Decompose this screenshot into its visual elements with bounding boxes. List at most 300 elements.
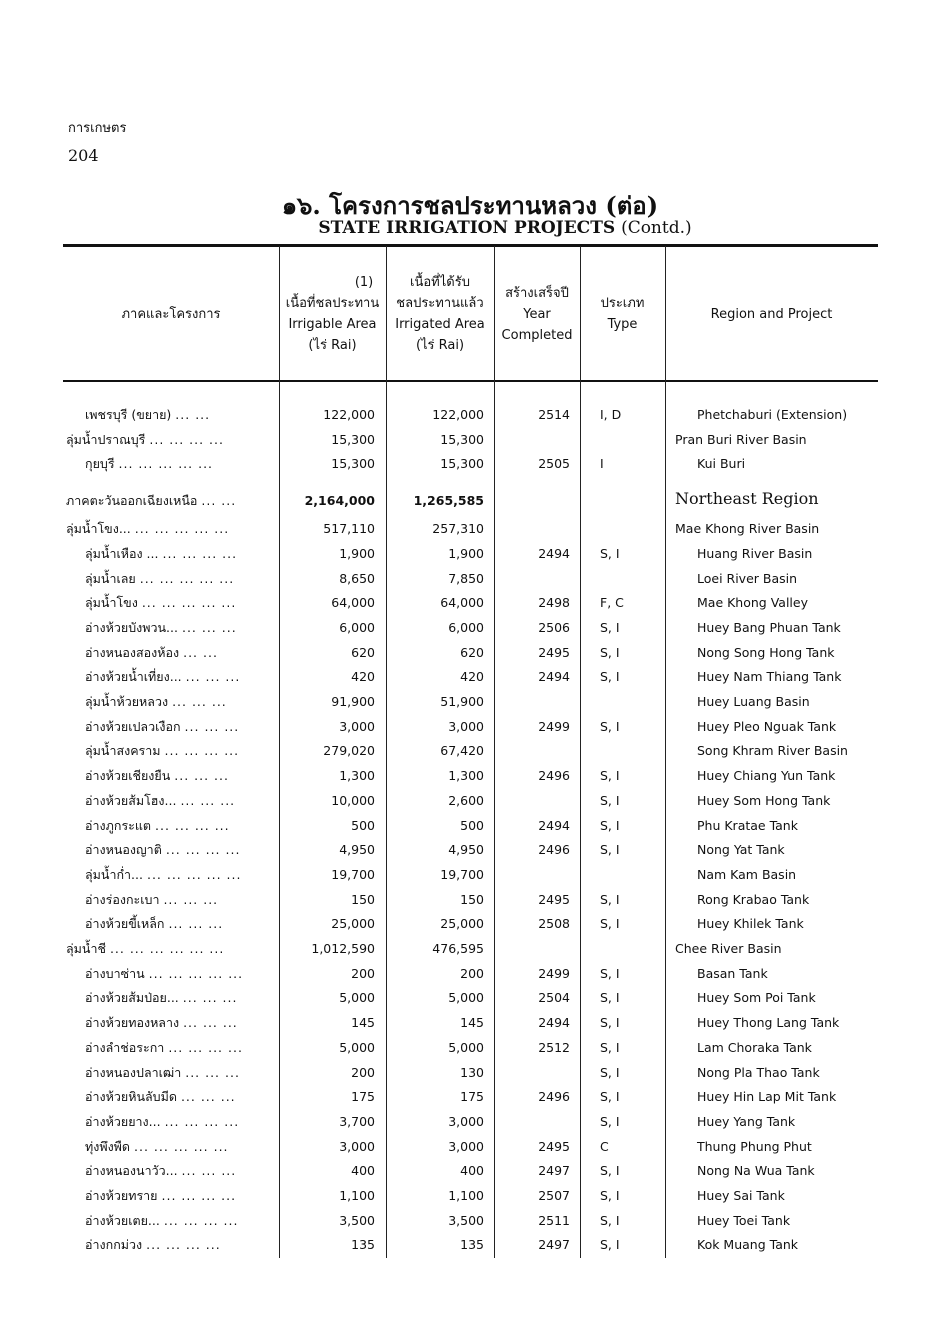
cell-type: S, I: [600, 1188, 620, 1203]
cell-irrigated-area: 64,000: [440, 595, 484, 611]
cell-irrigated-area: 1,100: [448, 1188, 484, 1203]
row-name-thai-text: ลุ่มน้ำก่ำ...: [85, 866, 143, 882]
cell-type: I: [600, 456, 604, 472]
column-header-label: ภาคและโครงการ: [121, 306, 221, 322]
leader-dots: ... ... ... ...: [155, 817, 230, 833]
cell-irrigable-area: 91,900: [331, 694, 375, 709]
cell-year-completed: 2514: [538, 407, 570, 422]
cell-irrigated-area: 4,950: [448, 842, 484, 858]
leader-dots: ... ... ...: [168, 916, 224, 932]
table-row: [0, 964, 940, 988]
leader-dots: ... ... ... ...: [165, 842, 241, 858]
cell-irrigable-area: 3,000: [339, 1138, 375, 1154]
cell-year-completed: 2495: [538, 644, 570, 660]
table-row: [0, 890, 940, 914]
cell-irrigable-area: 175: [351, 1089, 375, 1105]
table-row: [0, 1235, 940, 1259]
row-name-thai: [85, 454, 213, 474]
column-header-irrigable: [279, 250, 386, 378]
row-name-thai: [85, 667, 240, 687]
cell-irrigated-area: 3,000: [448, 718, 484, 734]
leader-dots: ... ... ... ... ...: [118, 456, 214, 472]
row-name-thai-text: ลุ่มน้ำปราณบุรี: [66, 431, 146, 447]
row-name-thai: [85, 569, 234, 589]
row-name-thai: [66, 430, 224, 450]
row-name-thai-text: อ่างห้วยขี้เหล็ก: [85, 916, 165, 932]
cell-irrigated-area: 620: [460, 644, 484, 660]
cell-year-completed: 2496: [538, 1089, 570, 1105]
row-name-thai-text: อ่างภูกระแต: [85, 817, 152, 833]
row-name-thai: [85, 766, 229, 786]
column-header-type: [580, 250, 665, 378]
cell-irrigable-area: 4,950: [339, 842, 375, 858]
row-name-thai-text: อ่างห้วยบังพวน...: [85, 619, 178, 635]
table-row: [0, 717, 940, 741]
row-name-thai: [85, 618, 237, 638]
row-name-thai-text: ลุ่มน้ำโขง: [85, 595, 138, 611]
leader-dots: ... ...: [183, 644, 218, 660]
cell-irrigable-area: 10,000: [331, 792, 375, 808]
leader-dots: ... ... ... ... ...: [139, 570, 235, 586]
cell-irrigated-area: 150: [460, 891, 484, 907]
cell-irrigated-area: 135: [460, 1237, 484, 1253]
cell-year-completed: 2506: [538, 619, 570, 635]
cell-type: S, I: [600, 669, 620, 685]
cell-region-english: Chee River Basin: [675, 941, 782, 956]
row-name-thai: [85, 1087, 236, 1107]
cell-region-english: Huey Khilek Tank: [697, 916, 804, 932]
cell-irrigable-area: 1,100: [339, 1188, 375, 1203]
column-header-label: Irrigated Area: [395, 317, 485, 332]
cell-irrigable-area: 1,300: [339, 768, 375, 784]
table-row: [0, 569, 940, 593]
cell-type: S, I: [600, 1113, 620, 1129]
cell-region-english: Nong Na Wua Tank: [697, 1163, 815, 1179]
cell-irrigated-area: 420: [460, 669, 484, 685]
cell-region-english: Huey Bang Phuan Tank: [697, 619, 841, 635]
cell-region-english: Thung Phung Phut: [697, 1138, 812, 1154]
leader-dots: ... ... ... ...: [164, 743, 240, 759]
row-name-thai-text: อ่างลำช่อระกา: [85, 1039, 165, 1055]
cell-irrigable-area: 5,000: [339, 990, 375, 1006]
column-header-label: ชลประทานแล้ว: [396, 296, 484, 311]
leader-dots: ... ... ... ... ...: [141, 595, 237, 611]
row-name-thai-text: อ่างห้วยเชียงยืน: [85, 768, 171, 784]
cell-irrigable-area: 8,650: [339, 570, 375, 586]
row-name-thai-text: อ่างกกม่วง: [85, 1237, 143, 1253]
table-title-english: [0, 218, 940, 238]
cell-region-english: Mae Khong Valley: [697, 595, 808, 611]
table-row: [0, 491, 940, 515]
leader-dots: ... ... ... ...: [164, 1113, 240, 1129]
cell-year-completed: 2494: [538, 1015, 570, 1031]
column-header-label: Type: [607, 317, 638, 332]
row-name-thai: [85, 1235, 221, 1255]
row-name-thai: [85, 741, 239, 761]
cell-irrigable-area: 19,700: [331, 866, 375, 882]
cell-irrigated-area: 400: [460, 1163, 484, 1179]
column-header-label: Completed: [501, 327, 573, 343]
cell-type: S, I: [600, 644, 620, 660]
table-row: [0, 840, 940, 864]
cell-year-completed: 2504: [538, 990, 570, 1006]
cell-region-english: Nong Yat Tank: [697, 842, 785, 858]
cell-irrigable-area: 3,700: [339, 1113, 375, 1129]
table-row: [0, 1063, 940, 1087]
cell-irrigable-area: 150: [351, 891, 375, 907]
cell-year-completed: 2497: [538, 1237, 570, 1253]
cell-year-completed: 2505: [538, 456, 570, 472]
cell-region-english: Huey Yang Tank: [697, 1113, 796, 1129]
cell-year-completed: 2495: [538, 891, 570, 907]
leader-dots: ... ... ... ...: [163, 1212, 239, 1228]
cell-type: S, I: [600, 965, 620, 981]
cell-irrigated-area: 145: [460, 1015, 484, 1031]
cell-irrigated-area: 1,300: [448, 768, 484, 784]
row-name-thai-text: ภาคตะวันออกเฉียงเหนือ: [66, 493, 198, 509]
page-header: การเกษตร: [68, 121, 127, 136]
cell-type: S, I: [600, 718, 620, 734]
cell-irrigable-area: 15,300: [331, 456, 375, 472]
cell-irrigated-area: 3,000: [448, 1113, 484, 1129]
table-row: [0, 914, 940, 938]
cell-year-completed: 2494: [538, 817, 570, 833]
row-name-thai: [85, 988, 237, 1008]
column-header-unit: (ไร่ Rai): [415, 338, 465, 353]
leader-dots: ... ... ... ...: [149, 431, 224, 447]
leader-dots: ... ... ...: [172, 694, 227, 709]
leader-dots: ... ... ...: [185, 669, 241, 685]
cell-irrigable-area: 6,000: [339, 619, 375, 635]
row-name-thai-text: ลุ่มน้ำเหือง ...: [85, 545, 159, 561]
cell-year-completed: 2494: [538, 669, 570, 685]
row-name-thai-text: อ่างห้วยหินลับมีด: [85, 1089, 177, 1105]
table-row: [0, 643, 940, 667]
column-header-year: [494, 250, 580, 378]
cell-region-english: Huey Toei Tank: [697, 1212, 791, 1228]
cell-irrigable-area: 64,000: [331, 595, 375, 611]
cell-type: S, I: [600, 1039, 620, 1055]
cell-type: F, C: [600, 595, 624, 611]
row-name-thai-text: ลุ่มน้ำห้วยหลวง: [85, 694, 169, 709]
cell-type: S, I: [600, 619, 620, 635]
row-name-thai-text: เพชรบุรี (ขยาย): [85, 407, 172, 422]
cell-year-completed: 2497: [538, 1163, 570, 1179]
cell-irrigated-area: 257,310: [432, 521, 484, 537]
row-name-thai: [85, 593, 236, 613]
cell-irrigable-area: 517,110: [323, 521, 375, 537]
cell-region-english: Rong Krabao Tank: [697, 891, 810, 907]
cell-irrigated-area: 476,595: [432, 941, 484, 956]
cell-irrigated-area: 500: [460, 817, 484, 833]
cell-type: S, I: [600, 1212, 620, 1228]
column-header-label: สร้างเสร็จปี: [505, 285, 569, 301]
cell-irrigable-area: 5,000: [339, 1039, 375, 1055]
cell-type: S, I: [600, 792, 620, 808]
leader-dots: ... ... ...: [185, 1064, 240, 1080]
leader-dots: ... ... ...: [174, 768, 229, 784]
leader-dots: ... ... ... ...: [162, 545, 238, 561]
cell-year-completed: 2498: [538, 595, 570, 611]
cell-irrigated-area: 15,300: [440, 431, 484, 447]
row-name-thai-text: อ่างบาซ่าน: [85, 965, 145, 981]
table-row: [0, 1211, 940, 1235]
column-header-irrigated: [386, 250, 494, 378]
cell-region-english: Nong Song Hong Tank: [697, 644, 835, 660]
cell-year-completed: 2507: [538, 1188, 570, 1203]
row-name-thai-text: อ่างร่องกะเบา: [85, 891, 160, 907]
cell-type: S, I: [600, 1163, 620, 1179]
row-name-thai-text: อ่างห้วยน้ำเที่ยง...: [85, 669, 182, 685]
leader-dots: ... ... ...: [181, 1163, 237, 1179]
cell-type: S, I: [600, 1064, 620, 1080]
row-name-thai: [85, 1161, 236, 1181]
cell-irrigated-area: 15,300: [440, 456, 484, 472]
leader-dots: ... ... ...: [184, 718, 240, 734]
row-name-thai-text: ลุ่มน้ำเลย: [85, 570, 136, 586]
leader-dots: ... ... ... ...: [146, 1237, 221, 1253]
cell-irrigable-area: 15,300: [331, 431, 375, 447]
table-row: [0, 618, 940, 642]
row-name-thai: [85, 816, 230, 836]
table-row: [0, 766, 940, 790]
cell-type: I, D: [600, 407, 622, 422]
cell-type: S, I: [600, 545, 620, 561]
leader-dots: ... ... ...: [163, 891, 219, 907]
leader-dots: ... ... ... ... ...: [146, 866, 242, 882]
row-name-thai-text: อ่างหนองสองห้อง: [85, 644, 180, 660]
cell-irrigable-area: 25,000: [331, 916, 375, 932]
cell-region-english: Phetchaburi (Extension): [697, 407, 848, 422]
column-header-region-thai: [63, 250, 279, 378]
row-name-thai-text: ลุ่มน้ำชี: [66, 941, 106, 956]
cell-irrigated-area: 6,000: [448, 619, 484, 635]
cell-irrigable-area: 420: [351, 669, 375, 685]
cell-type: S, I: [600, 768, 620, 784]
leader-dots: ... ... ... ... ...: [134, 521, 230, 537]
row-name-thai-text: อ่างห้วยเปลวเงือก: [85, 718, 181, 734]
cell-year-completed: 2499: [538, 718, 570, 734]
table-row: [0, 667, 940, 691]
row-name-thai-text: ลุ่มน้ำสงคราม: [85, 743, 161, 759]
cell-type: C: [600, 1138, 609, 1154]
cell-region-english: Huang River Basin: [697, 545, 813, 561]
table-row: [0, 816, 940, 840]
cell-region-english: Huey Hin Lap Mit Tank: [697, 1089, 837, 1105]
leader-dots: ... ... ... ... ...: [134, 1138, 229, 1154]
table-row: [0, 454, 940, 478]
table-row: [0, 939, 940, 963]
cell-irrigated-area: 25,000: [440, 916, 484, 932]
row-name-thai: [85, 717, 239, 737]
cell-region-english: Huey Nam Thiang Tank: [697, 669, 842, 685]
cell-irrigable-area: 200: [351, 1064, 375, 1080]
row-name-thai-text: อ่างหนองปลาเฒ่า: [85, 1064, 182, 1080]
cell-year-completed: 2508: [538, 916, 570, 932]
cell-irrigable-area: 3,000: [339, 718, 375, 734]
cell-year-completed: 2496: [538, 842, 570, 858]
row-name-thai: [85, 1211, 238, 1231]
cell-irrigated-area: 5,000: [448, 990, 484, 1006]
cell-irrigable-area: 279,020: [323, 743, 375, 759]
row-name-thai: [85, 791, 235, 811]
cell-region-english: Huey Som Hong Tank: [697, 792, 831, 808]
column-header-label: เนื้อที่ชลประทาน: [285, 296, 380, 311]
row-name-thai-text: อ่างหนองญาติ: [85, 842, 162, 858]
cell-region-english: Huey Chiang Yun Tank: [697, 768, 836, 784]
cell-irrigated-area: 175: [460, 1089, 484, 1105]
cell-irrigable-area: 145: [351, 1015, 375, 1031]
column-header-unit: (ไร่ Rai): [308, 338, 357, 353]
cell-region-english: Kok Muang Tank: [697, 1237, 799, 1253]
cell-irrigated-area: 130: [460, 1064, 484, 1080]
leader-dots: ... ... ...: [183, 1015, 238, 1031]
leader-dots: ... ... ...: [181, 619, 237, 635]
cell-irrigated-area: 51,900: [440, 694, 484, 709]
cell-irrigable-area: 2,164,000: [304, 493, 375, 509]
page-number: 204: [68, 146, 99, 165]
row-name-thai-text: อ่างห้วยเตย...: [85, 1212, 160, 1228]
row-name-thai: [85, 544, 237, 564]
cell-region-english: Nam Kam Basin: [697, 866, 797, 882]
cell-year-completed: 2494: [538, 545, 570, 561]
cell-type: S, I: [600, 990, 620, 1006]
table-row: [0, 988, 940, 1012]
cell-region-english: Basan Tank: [697, 965, 768, 981]
cell-region-english: Pran Buri River Basin: [675, 431, 807, 447]
cell-region-english: Song Khram River Basin: [697, 743, 848, 759]
cell-type: S, I: [600, 1237, 620, 1253]
cell-type: S, I: [600, 891, 620, 907]
table-row: [0, 405, 940, 429]
table-title-english-main: STATE IRRIGATION PROJECTS: [318, 218, 616, 238]
column-header-label: Region and Project: [710, 306, 833, 322]
table-header-rule: [63, 380, 878, 382]
table-row: [0, 1038, 940, 1062]
cell-year-completed: 2499: [538, 965, 570, 981]
cell-type: S, I: [600, 817, 620, 833]
table-row: [0, 593, 940, 617]
cell-irrigated-area: 5,000: [448, 1039, 484, 1055]
row-name-thai: [85, 405, 210, 425]
table-row: [0, 544, 940, 568]
leader-dots: ... ... ... ...: [168, 1039, 243, 1055]
row-name-thai: [66, 491, 236, 511]
cell-region-english: Huey Thong Lang Tank: [697, 1015, 840, 1031]
leader-dots: ... ... ... ... ... ...: [109, 941, 225, 956]
cell-irrigated-area: 3,000: [448, 1138, 484, 1154]
cell-type: S, I: [600, 1015, 620, 1031]
row-name-thai: [85, 865, 241, 885]
cell-type: S, I: [600, 1089, 620, 1105]
leader-dots: ... ... ... ...: [161, 1188, 237, 1203]
cell-irrigated-area: 7,850: [448, 570, 484, 586]
column-header-label: Year: [523, 306, 551, 322]
cell-region-english: Nong Pla Thao Tank: [697, 1064, 820, 1080]
cell-irrigated-area: 3,500: [448, 1212, 484, 1228]
cell-year-completed: 2495: [538, 1138, 570, 1154]
cell-irrigable-area: 620: [351, 644, 375, 660]
row-name-thai: [85, 692, 227, 712]
cell-region-english: Mae Khong River Basin: [675, 521, 820, 537]
cell-region-english: Huey Sai Tank: [697, 1188, 785, 1203]
leader-dots: ... ... ...: [182, 990, 238, 1006]
cell-irrigable-area: 122,000: [323, 407, 375, 422]
cell-irrigated-area: 19,700: [440, 866, 484, 882]
row-name-thai: [85, 643, 218, 663]
cell-irrigated-area: 200: [460, 965, 484, 981]
row-name-thai: [85, 1063, 240, 1083]
table-row: [0, 692, 940, 716]
column-header-label: Irrigable Area: [288, 317, 377, 332]
table-row: [0, 519, 940, 543]
cell-region-english: Lam Choraka Tank: [697, 1039, 812, 1055]
row-name-thai: [85, 1013, 238, 1033]
row-name-thai: [66, 519, 229, 539]
row-name-thai-text: อ่างห้วยทองหลาง: [85, 1015, 180, 1031]
row-name-thai-text: อ่างห้วยส้มโฮง...: [85, 792, 177, 808]
cell-region-english: Phu Kratae Tank: [697, 817, 798, 833]
cell-region-english: Huey Som Poi Tank: [697, 990, 816, 1006]
row-name-thai-text: อ่างหนองนาวัว...: [85, 1163, 178, 1179]
table-row: [0, 741, 940, 765]
row-name-thai: [85, 1137, 229, 1157]
cell-irrigated-area: 1,900: [448, 545, 484, 561]
table-row: [0, 791, 940, 815]
table-row: [0, 1013, 940, 1037]
cell-year-completed: 2511: [538, 1212, 570, 1228]
row-name-thai: [85, 1186, 236, 1206]
row-name-thai: [85, 1038, 243, 1058]
leader-dots: ... ...: [175, 407, 211, 422]
table-top-rule: [63, 244, 878, 247]
row-name-thai: [85, 840, 240, 860]
cell-region-english: Northeast Region: [675, 489, 819, 509]
row-name-thai-text: อ่างห้วยยาง...: [85, 1113, 161, 1129]
cell-irrigated-area: 122,000: [432, 407, 484, 422]
table-title-contd: (Contd.): [621, 218, 692, 238]
leader-dots: ... ... ...: [180, 792, 236, 808]
leader-dots: ... ... ...: [180, 1089, 236, 1105]
column-header-label: ประเภท: [600, 296, 645, 311]
cell-region-english: Kui Buri: [697, 456, 746, 472]
cell-year-completed: 2496: [538, 768, 570, 784]
table-row: [0, 1112, 940, 1136]
table-row: [0, 1087, 940, 1111]
cell-region-english: Loei River Basin: [697, 570, 798, 586]
table-row: [0, 1137, 940, 1161]
row-name-thai: [85, 1112, 239, 1132]
cell-type: S, I: [600, 842, 620, 858]
row-name-thai: [85, 914, 223, 934]
leader-dots: ... ... ... ... ...: [148, 965, 244, 981]
table-title-thai: ๑๖. โครงการชลประทานหลวง (ต่อ): [281, 191, 659, 220]
cell-irrigated-area: 2,600: [448, 792, 484, 808]
cell-irrigated-area: 1,265,585: [413, 493, 484, 509]
table-row: [0, 430, 940, 454]
row-name-thai-text: ทุ่งพึงพืด: [85, 1138, 131, 1154]
cell-year-completed: 2512: [538, 1039, 570, 1055]
row-name-thai: [85, 964, 243, 984]
row-name-thai: [66, 939, 224, 959]
cell-irrigated-area: 67,420: [440, 743, 484, 759]
row-name-thai-text: อ่างห้วยทราย: [85, 1188, 158, 1203]
row-name-thai: [85, 890, 218, 910]
cell-irrigable-area: 1,012,590: [311, 941, 375, 956]
row-name-thai-text: ลุ่มน้ำโขง...: [66, 521, 131, 537]
row-name-thai-text: กุยบุรี: [85, 456, 115, 472]
column-header-label: เนื้อที่ได้รับ: [410, 275, 470, 290]
